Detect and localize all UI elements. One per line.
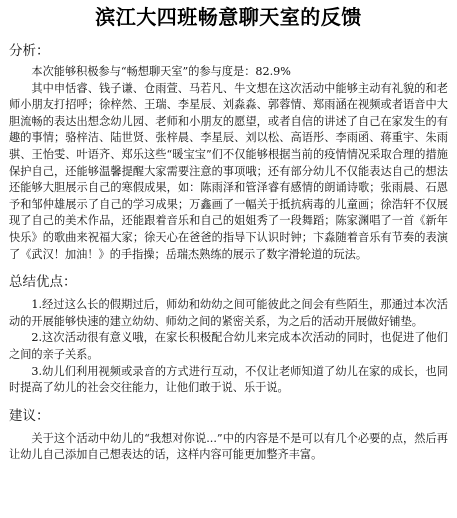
summary-point-1: 1.经过这么长的假期过后，师幼和幼幼之间可能彼此之间会有些陌生，那通过本次活动的开展能够快速的建立幼幼、师幼之间的紧密关系，为之后的活动开展做好铺垫。	[9, 298, 448, 328]
analysis-section	[9, 64, 448, 263]
summary-heading: 总结优点：	[9, 274, 77, 291]
summary-point-3: 3.幼儿们利用视频或录音的方式进行互动，不仅让老师知道了幼儿在家的成长，也同时提高了幼儿的社会交往能力，让他们敢于说、乐于说。	[9, 364, 448, 395]
suggestion-heading: 建议：	[9, 407, 50, 424]
analysis-detail-paragraph: 其中申恬睿、钱子谦、仓雨萱、马若凡、牛文想在这次活动中能够主动有礼貌的和老师小朋友打招呼；徐梓然、王瑞、李星辰、刘淼淼、郭蓉情、郑雨涵在视频或者语音中大胆流畅的表达出想念幼儿园、老师和小朋友的愿望，或者自信的讲述了自己在家发生的有趣的事情；骆梓洁、陆世贤、张梓晨、李星辰、刘以松、高语彤、李雨函、蒋重宇、朱雨骐、王怡雯、叶语齐、郑乐这些“暖宝宝”们不仅能够根据当前的疫情情况采取合理的措施保护自己，还能够温馨提醒大家需要注意的事项哦；还有部分幼儿不仅能表达自己的想法还能够大胆展示自己的寒假成果，如：陈雨泽和管泽睿有感情的朗诵诗歌；张雨晨、石恩予和邹仲雄展示了自己的学习成果；万鑫画了一幅关于抵抗病毒的儿童画；徐浩轩不仅展现了自己的美术作品，还能跟着音乐和自己的姐姐秀了一段舞蹈；陈家渊唱了一首《新年快乐》的歌曲来祝福大家；徐天心在爸爸的指导下认识时钟；卞淼随着音乐有节奏的表演了《武汉！加油！》的手指操；岳瑞杰熟练的展示了数字滑轮道的玩法。	[9, 81, 448, 261]
summary-section	[9, 297, 448, 397]
summary-point-2: 2.这次活动很有意义哦，在家长积极配合幼儿来完成本次活动的同时，也促进了他们之间的亲子关系。	[9, 331, 448, 361]
analysis-participation-paragraph: 本次能够积极参与“畅想聊天室”的参与度是：82.9%	[31, 65, 291, 78]
analysis-heading: 分析：	[9, 43, 50, 59]
suggestion-section	[9, 431, 448, 464]
suggestion-paragraph: 关于这个活动中幼儿的“我想对你说...”中的内容是不是可以有几个必要的点，然后再让幼儿自己添加自己想表达的话，这样内容可能更加整齐丰富。	[9, 431, 448, 462]
document-title: 滨江大四班畅意聊天室的反馈	[95, 5, 362, 29]
